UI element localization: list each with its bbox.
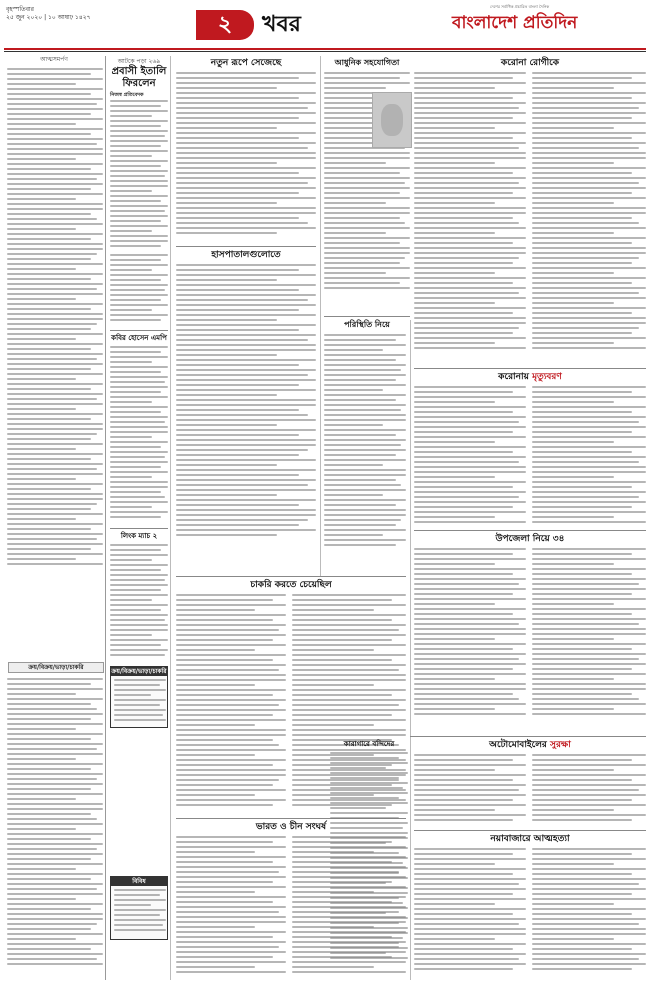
separator <box>110 528 168 529</box>
nayabazar-headline: নয়াবাজারে আত্মহত্যা <box>490 834 570 844</box>
separator <box>324 316 410 317</box>
italy-body-2 <box>110 254 168 324</box>
hospitals-story <box>176 250 316 261</box>
india-china-body-col1 <box>176 836 286 976</box>
corona-patients-body-col1 <box>414 72 526 362</box>
italy-headline-1: প্রবাসী ইতালি <box>111 66 167 77</box>
nayabazar-body-col1 <box>414 848 526 976</box>
jobs-body-col1 <box>176 594 286 814</box>
modern-cooperation-story <box>324 58 410 68</box>
separator <box>110 330 168 331</box>
masthead <box>0 0 650 50</box>
separator <box>176 246 316 247</box>
situation-story <box>324 320 410 330</box>
classified-listing-text <box>7 68 103 568</box>
italy-body <box>110 100 168 250</box>
classified-column <box>4 56 106 980</box>
prison-story <box>330 740 408 749</box>
corona-patients-body-col2 <box>532 72 646 362</box>
india-china-headline: ভারত ও চীন সংঘর্ষ <box>255 822 327 832</box>
hospitals-headline: হাসপাতালগুলোতে <box>211 250 281 260</box>
classified-box-buy-sell <box>110 666 168 728</box>
lion-story <box>110 532 168 541</box>
date-day: বৃহস্পতিবার <box>6 6 34 13</box>
hospitals-body <box>176 264 316 540</box>
upojela-story <box>414 534 646 545</box>
corona-deaths-body-col2 <box>532 386 646 526</box>
prison-headline: কারাগারে বন্দিদের <box>343 740 395 748</box>
article-photo <box>372 92 412 148</box>
kabir-headline: কবির হোসেন এমপি <box>111 334 167 342</box>
situation-headline: পরিস্থিতি নিয়ে <box>344 320 390 329</box>
lion-body <box>110 544 168 660</box>
column-divider-1 <box>170 56 171 980</box>
lion-headline: লিংক ম্যাচ ২ <box>120 532 158 540</box>
automobile-headline <box>414 740 646 751</box>
date-full: ২৫ জুন ২০২০ | ১০ আষাঢ় ১৪২৭ <box>6 14 91 21</box>
separator <box>414 368 646 369</box>
corona-patients-headline: করোনা রোগীকে <box>500 58 560 68</box>
new-look-headline: নতুন রূপে সেজেছে <box>210 58 282 68</box>
corona-deaths-body-col1 <box>414 386 526 526</box>
paper-tagline: দেশের সর্বাধিক প্রচারিত বাংলা দৈনিক <box>490 4 550 9</box>
italy-headline-2: ফিরলেন <box>122 78 156 89</box>
classified-section-label: আত্মসমর্পণ <box>40 56 68 63</box>
date-block <box>6 6 91 22</box>
automobile-story <box>414 740 646 751</box>
column-divider-2 <box>320 56 321 576</box>
prison-body <box>330 752 408 976</box>
corona-deaths-story <box>414 372 646 383</box>
italy-story <box>110 58 168 99</box>
corona-deaths-headline-red: মৃত্যুবরণ <box>532 372 562 382</box>
automobile-body-col1 <box>414 754 526 824</box>
italy-kicker: আটকে পড়া ২৬৯ <box>117 58 161 65</box>
page-number-badge <box>196 10 254 40</box>
corona-patients-story <box>414 58 646 69</box>
corona-deaths-headline <box>414 372 646 383</box>
new-look-story <box>176 58 316 69</box>
automobile-headline-red: সুরক্ষা <box>550 740 571 750</box>
automobile-headline-black: অটোমোবাইলের <box>489 740 547 750</box>
new-look-body <box>176 72 316 242</box>
italy-byline: নিজস্ব প্রতিবেদক <box>110 92 144 98</box>
nayabazar-body-col2 <box>532 848 646 976</box>
page-number: ২ <box>217 12 233 37</box>
misc-notice-title: বিবিধ <box>111 877 167 886</box>
classified-box-title: ক্রয়/বিক্রয়/ভাড়া/চাকরি <box>111 668 167 675</box>
situation-body <box>324 334 406 572</box>
paper-logo: বাংলাদেশ প্রতিদিন <box>452 13 578 33</box>
upojela-body-col2 <box>532 548 646 732</box>
automobile-body-col2 <box>532 754 646 824</box>
section-title: খবর <box>262 12 301 37</box>
column-divider-3 <box>410 320 411 980</box>
masthead-rule <box>4 48 646 50</box>
separator <box>410 736 646 737</box>
corona-deaths-headline-black: করোনায় <box>498 372 529 382</box>
classified-heading-buy-sell: ক্রয়/বিক্রয়/ভাড়া/চাকরি <box>8 662 104 673</box>
nayabazar-story <box>414 834 646 845</box>
jobs-story <box>176 580 406 591</box>
misc-notice-box <box>110 876 168 940</box>
upojela-headline: উপজেলা নিয়ে ৩৪ <box>495 534 565 544</box>
jobs-headline: চাকরি করতে চেয়েছিল <box>250 580 332 590</box>
separator <box>414 530 646 531</box>
separator <box>176 576 406 577</box>
upojela-body-col1 <box>414 548 526 732</box>
classified-box-text <box>114 679 166 725</box>
misc-notice-text <box>114 889 166 937</box>
modern-cooperation-headline: আধুনিক সহযোগিতা <box>334 58 400 67</box>
separator <box>414 830 646 831</box>
kabir-story <box>110 334 168 343</box>
classified-buy-sell-text <box>7 678 103 968</box>
kabir-body <box>110 346 168 522</box>
masthead-rule-thin <box>4 51 646 52</box>
